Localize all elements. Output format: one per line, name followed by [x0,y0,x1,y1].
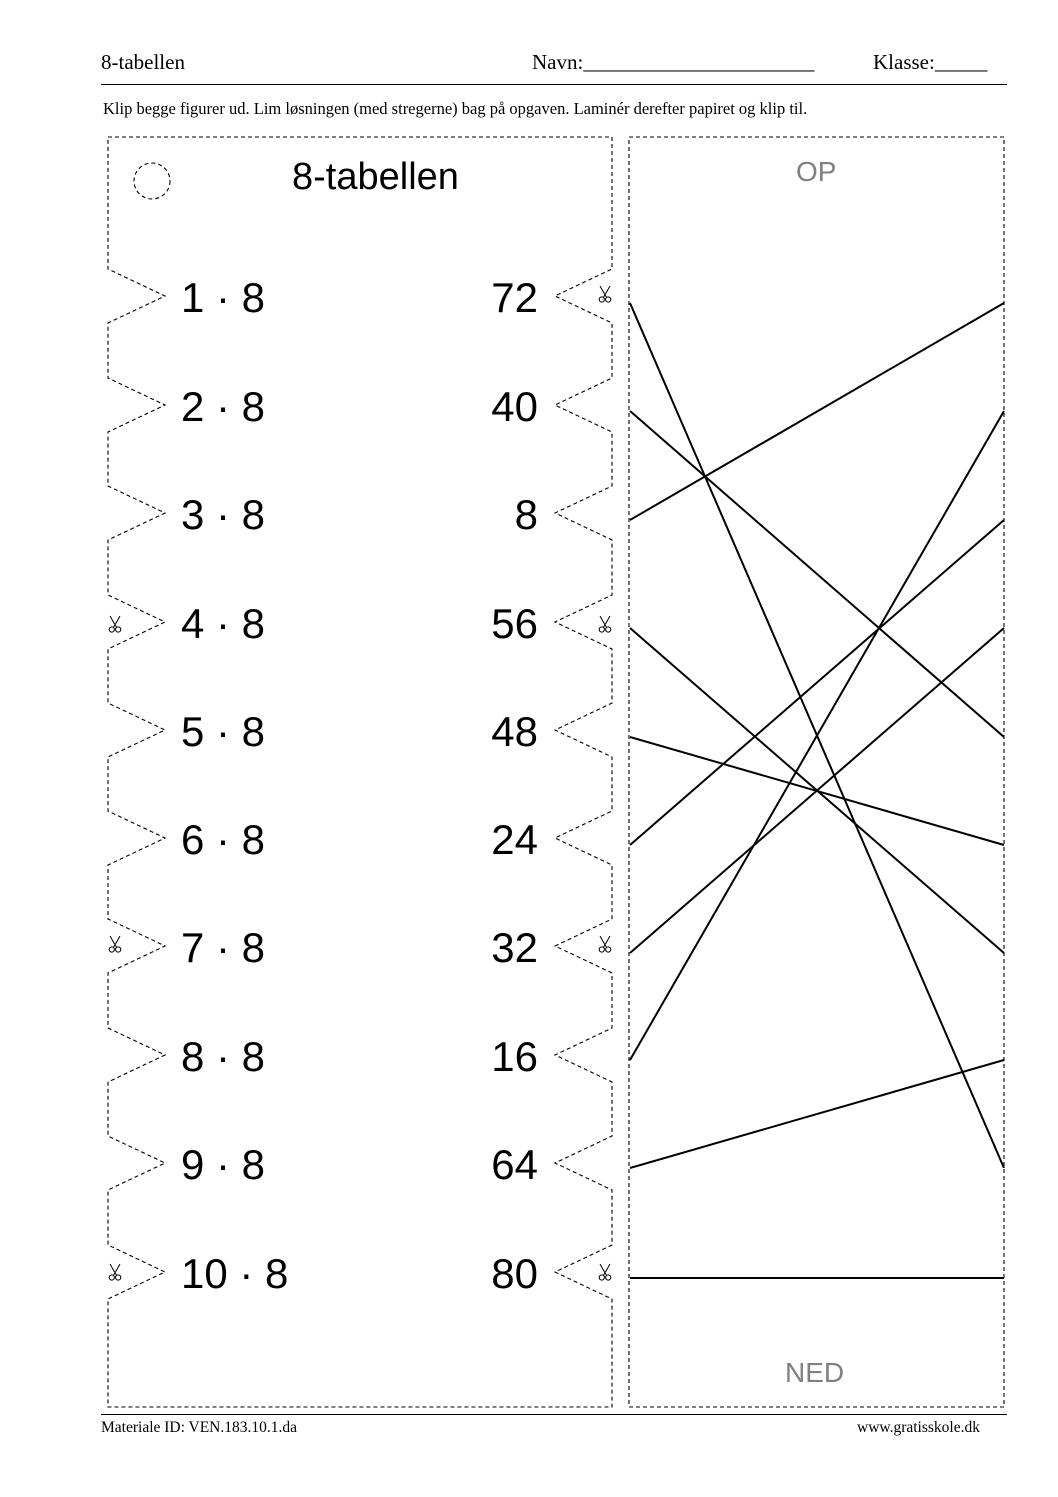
website-link: www.gratisskole.dk [857,1419,980,1436]
scissors-icon-6 [109,1264,121,1280]
footer-rule [101,1414,1007,1415]
hang-hole [134,163,170,199]
problem-3: 3 · 8 [181,491,266,538]
problem-10: 10 · 8 [181,1250,289,1297]
scissors-icon-3 [599,616,611,632]
answer-9: 64 [491,1141,538,1188]
name-field-label: Navn:______________________ [532,50,815,74]
card-title: 8-tabellen [292,156,459,198]
answer-1: 72 [491,274,538,321]
instruction-text: Klip begge figurer ud. Lim løsningen (med stregerne) bag på opgaven. Laminér derefter papiret og klip til. [103,99,808,118]
scissors-icons [109,286,611,1280]
problem-9: 9 · 8 [181,1141,266,1188]
answer-3: 8 [514,491,538,538]
solution-bottom-label: NED [785,1357,845,1388]
answer-8: 16 [491,1033,538,1080]
problem-2: 2 · 8 [181,383,266,430]
solution-line-2 [630,411,1004,737]
problem-8: 8 · 8 [181,1033,266,1080]
solution-line-8 [630,411,1004,1060]
class-field-label: Klasse:_____ [873,50,988,74]
scissors-icon-5 [599,936,611,952]
solution-line-3 [630,303,1004,520]
header-title: 8-tabellen [101,50,185,74]
problem-1: 1 · 8 [181,274,266,321]
solution-lines [630,303,1004,1278]
left-card-outline [108,137,612,1407]
solution-top-label: OP [796,156,837,187]
problem-7: 7 · 8 [181,924,266,971]
answer-5: 48 [491,708,538,755]
answer-2: 40 [491,383,538,430]
answer-7: 32 [491,924,538,971]
answer-10: 80 [491,1250,538,1297]
material-id: Materiale ID: VEN.183.10.1.da [101,1419,297,1436]
answer-6: 24 [491,816,538,863]
problem-6: 6 · 8 [181,816,266,863]
scissors-icon-7 [599,1264,611,1280]
solution-line-6 [630,520,1004,845]
scissors-icon-4 [109,936,121,952]
scissors-icon-2 [109,616,121,632]
problem-5: 5 · 8 [181,708,266,755]
answer-4: 56 [491,600,538,647]
scissors-icon-1 [599,286,611,302]
solution-line-9 [630,1060,1004,1168]
right-card-outline [629,137,1004,1407]
problem-4: 4 · 8 [181,600,266,647]
